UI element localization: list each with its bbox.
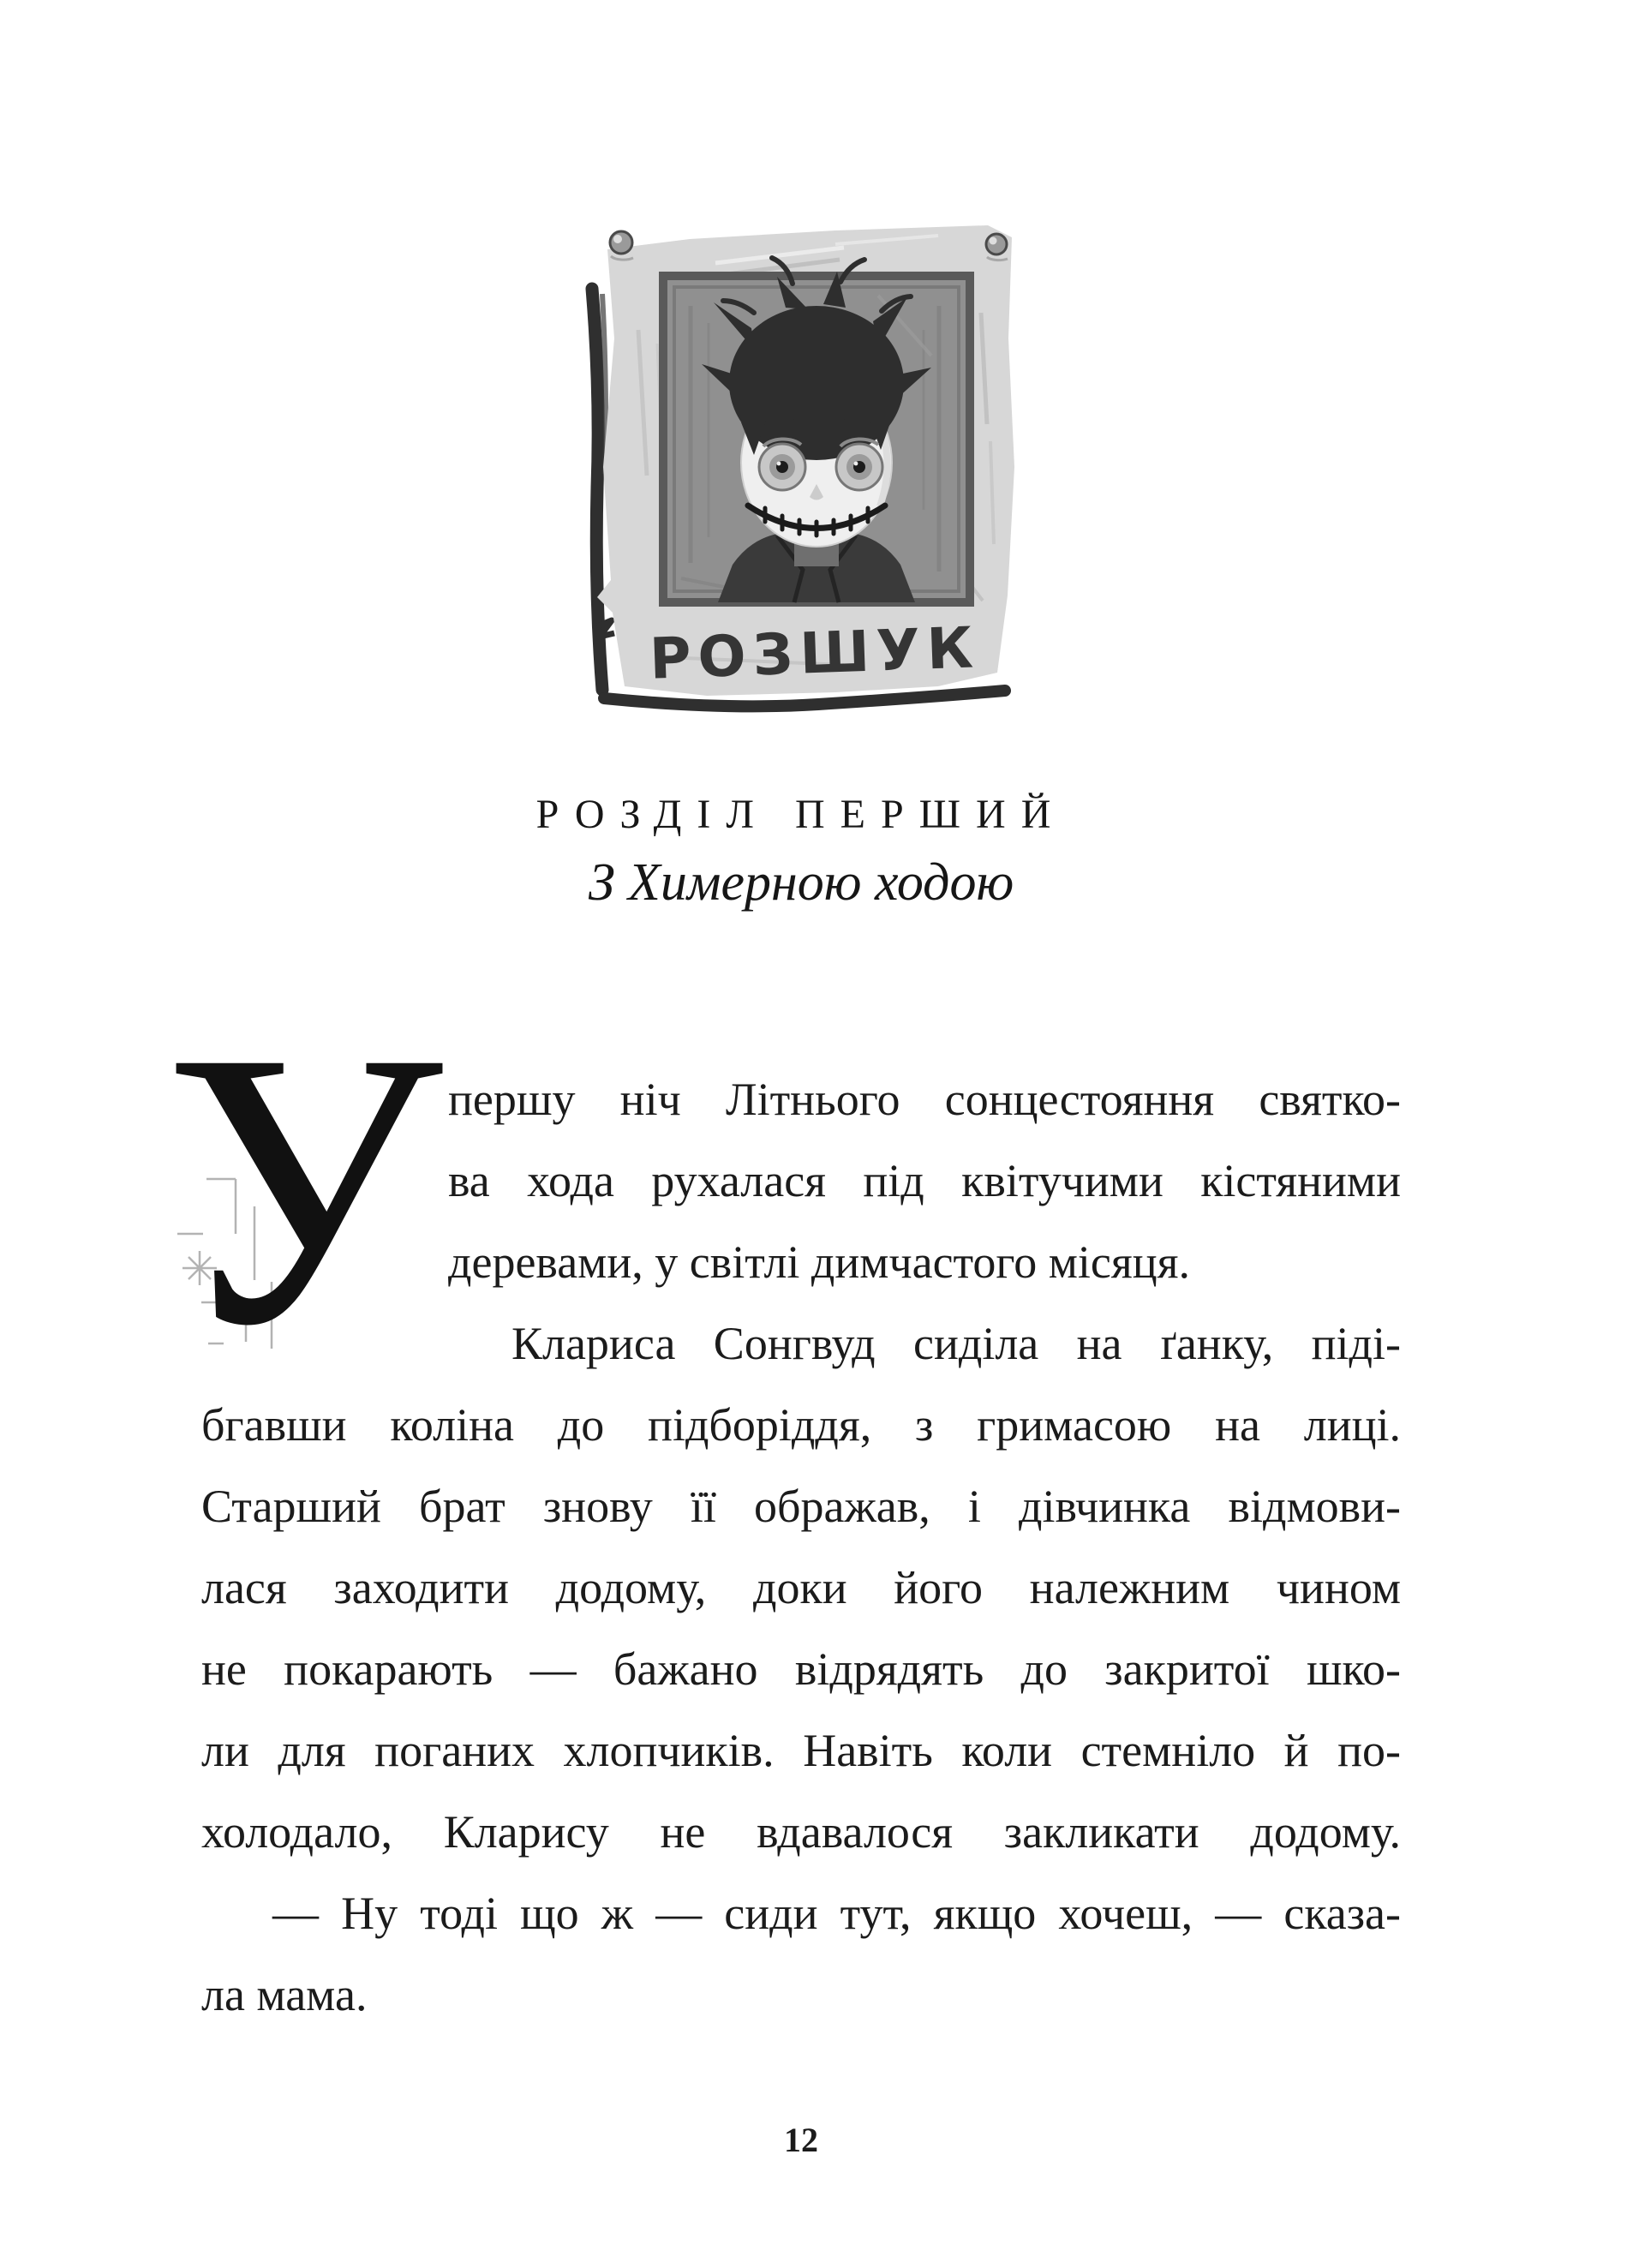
- wanted-poster-illustration: [578, 210, 1032, 724]
- body-line: холодало, Кларису не вдавалося закликати додому.: [201, 1806, 1401, 1858]
- page-number: 12: [784, 2121, 818, 2159]
- body-line: не покарають — бажано відрядять до закритої шко-: [201, 1643, 1401, 1695]
- body-line: ва хода рухалася під квітучими кістяними: [448, 1155, 1401, 1206]
- body-line: першу ніч Літнього сонцестояння святко-: [448, 1074, 1401, 1125]
- chapter-kicker: РОЗДІЛ ПЕРШИЙ: [535, 792, 1067, 837]
- body-line: Старший брат знову її ображав, і дівчинка відмови-: [201, 1481, 1401, 1532]
- body-line: — Ну тоді що ж — сиди тут, якщо хочеш, — сказа-: [272, 1888, 1401, 1939]
- chapter-title: З Химерною ходою: [588, 853, 1014, 912]
- body-line: Клариса Сонгвуд сиділа на ґанку, піді-: [511, 1318, 1401, 1369]
- body-line: деревами, у світлі димчастого місяця.: [448, 1236, 1190, 1288]
- body-line: лася заходити додому, доки його належним чином: [201, 1562, 1401, 1613]
- poster-caption: РОЗШУК: [648, 614, 982, 692]
- body-line: ли для поганих хлопчиків. Навіть коли стемніло й по-: [201, 1725, 1401, 1776]
- body-line: бгавши коліна до підборіддя, з гримасою на лиці.: [201, 1399, 1401, 1451]
- drop-cap: У: [164, 970, 443, 1407]
- body-line: ла мама.: [201, 1969, 368, 2020]
